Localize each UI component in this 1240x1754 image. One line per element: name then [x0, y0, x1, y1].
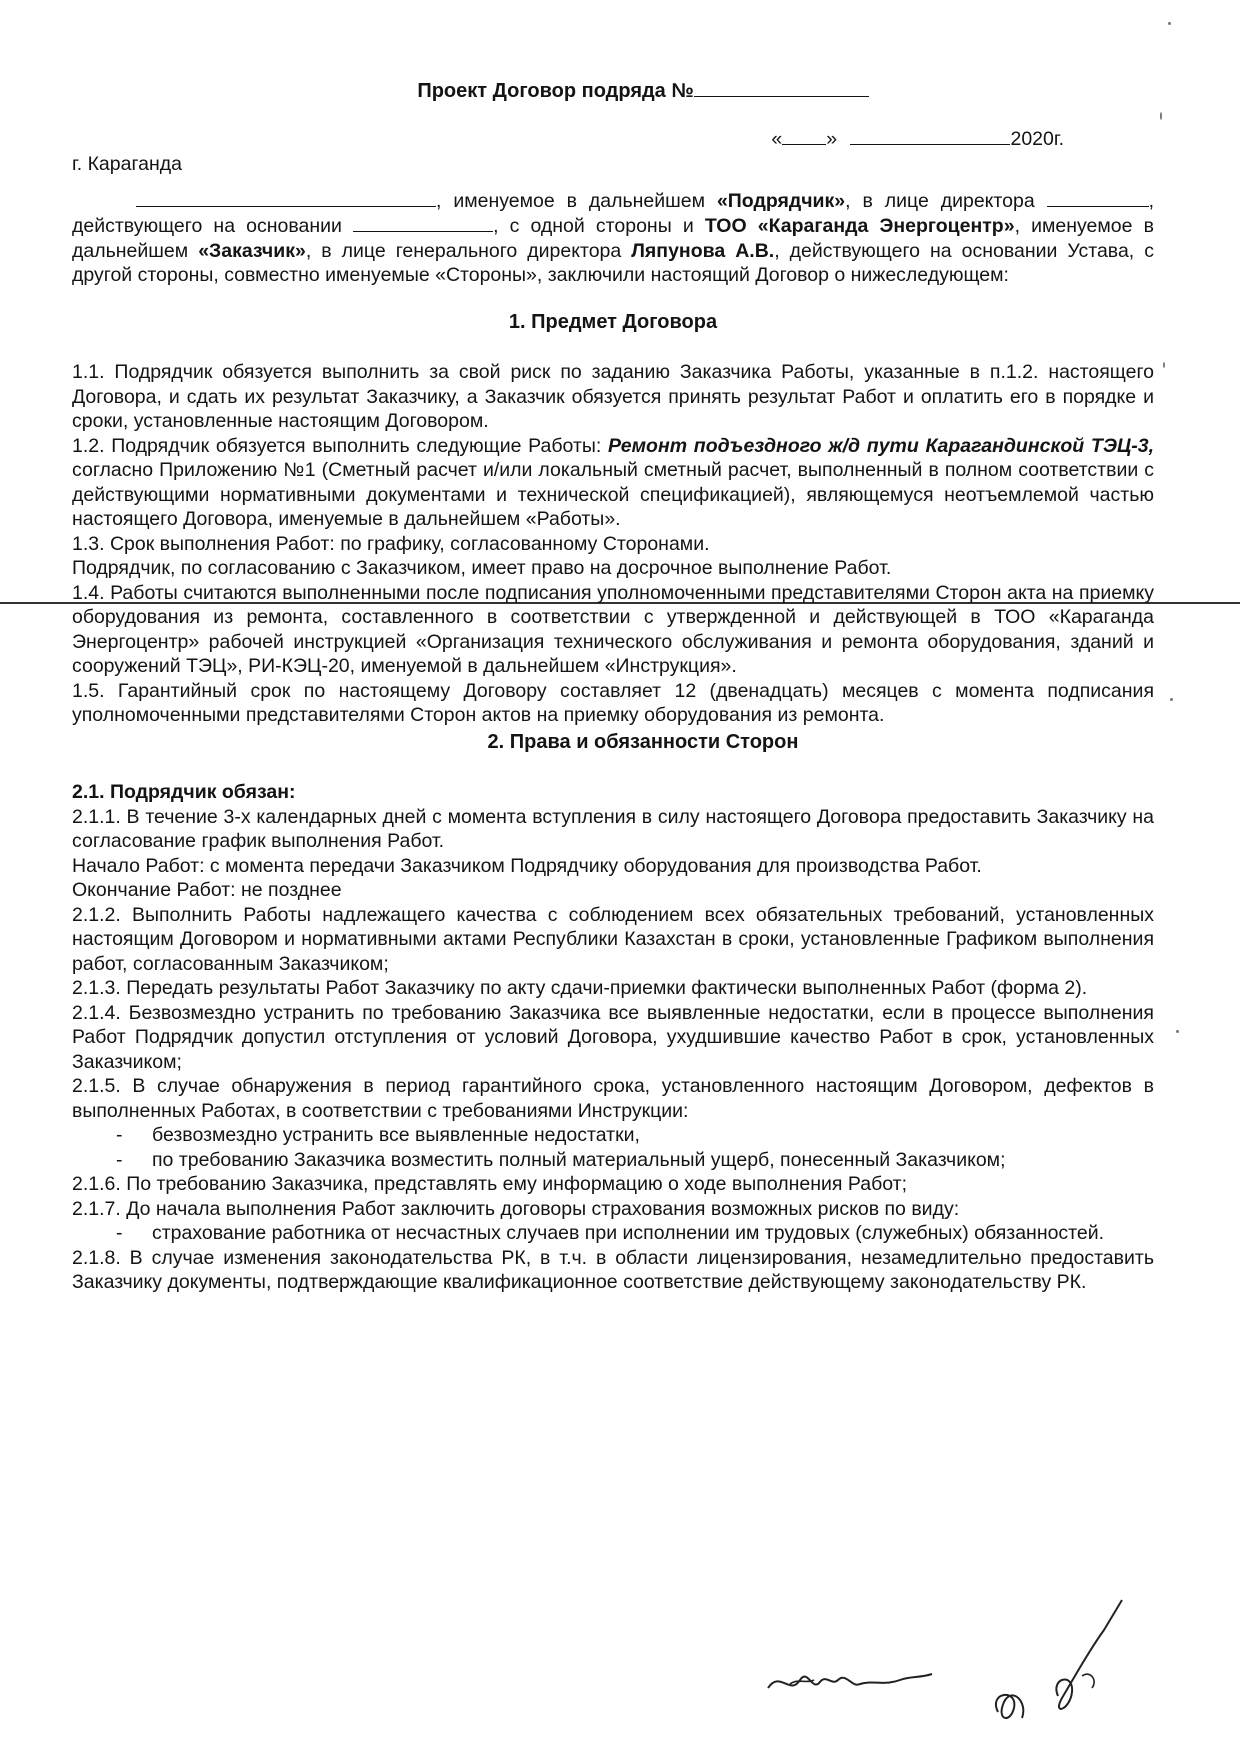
city-label: г. Караганда	[72, 152, 182, 175]
clause-1-3: 1.3. Срок выполнения Работ: по графику, согласованному Сторонами.	[72, 532, 710, 555]
customer-term: «Заказчик»	[198, 239, 306, 262]
bullet-dash: -	[116, 1222, 123, 1244]
clause-2-1-8: 2.1.8. В случае изменения законодательства РК, в т.ч. в области лицензирования, незамедлительно предоставить Заказчику документы, подтверждающие квалификационное соответствие действующему законодательству РК.	[72, 1246, 1154, 1293]
preamble	[72, 188, 1154, 288]
scan-speck	[1170, 698, 1173, 701]
date-year: 2020г.	[1010, 127, 1064, 150]
date-quote-close: »	[826, 127, 838, 150]
clause-2-1-1: 2.1.1. В течение 3-х календарных дней с момента вступления в силу настоящего Договора предоставить Заказчику на согласование график выполнения Работ.	[72, 805, 1154, 852]
date-quote-open: «	[771, 127, 783, 150]
contractor-name-blank	[136, 188, 436, 207]
company-name: ТОО «Караганда Энергоцентр»	[704, 215, 1015, 237]
clause-2-1-1-end: Окончание Работ: не позднее	[72, 879, 342, 901]
clause-2-1-4: 2.1.4. Безвозмездно устранить по требованию Заказчика все выявленные недостатки, если в процессе выполнения Работ Подрядчик допустил отступления от условий Договора, ухудшившие качество Работ в срок, установленных Заказчиком;	[72, 1001, 1154, 1073]
list-item	[72, 1123, 1154, 1148]
section-1-heading: 1. Предмет Договора	[508, 310, 718, 333]
clause-2-1-5: 2.1.5. В случае обнаружения в период гарантийного срока, установленного настоящим Договором, дефектов в выполненных Работах, в соответствии с требованиями Инструкции:	[72, 1075, 1154, 1122]
clause-2-1-7: 2.1.7. До начала выполнения Работ заключить договоры страхования возможных рисков по виду:	[72, 1197, 960, 1220]
scan-speck	[1160, 112, 1162, 120]
date-day-blank	[782, 126, 826, 145]
clause-2-1-heading: 2.1. Подрядчик обязан:	[72, 781, 296, 803]
signature-2	[978, 1592, 1158, 1742]
preamble-text: , с одной стороны и	[493, 215, 705, 237]
list-item	[72, 1221, 1154, 1246]
city-date-row	[72, 126, 1154, 178]
work-description: Ремонт подъездного ж/д пути Карагандинской ТЭЦ-3,	[608, 434, 1154, 457]
scan-speck	[1163, 362, 1165, 368]
date-month-blank	[850, 126, 1010, 145]
preamble-text: , действующего на основании	[72, 189, 1154, 237]
director-name: Ляпунова А.В.	[631, 239, 775, 262]
signature-1	[760, 1640, 940, 1710]
bullet-text: безвозмездно устранить все выявленные недостатки,	[152, 1124, 640, 1146]
date-line	[771, 126, 1064, 152]
clause-2-1-1-start: Начало Работ: с момента передачи Заказчиком Подрядчику оборудования для производства Работ.	[72, 854, 982, 877]
clause-1-1: 1.1. Подрядчик обязуется выполнить за свой риск по заданию Заказчика Работы, указанные в п.1.2. настоящего Договора, и сдать их результат Заказчику, а Заказчик обязуется принять результат Работ и оплатить его в порядке и сроки, установленные настоящим Договором.	[72, 361, 1154, 432]
title-text: Проект Договор подряда №	[417, 80, 694, 102]
clause-text: согласно Приложению №1 (Сметный расчет и/или локальный сметный расчет, выполненный в полном соответствии с действующими нормативными документами и технической спецификацией), являющемуся неотъемлемой частью настоящего Договора, именуемые в дальнейшем «Работы».	[72, 459, 1154, 530]
clause-1-2	[72, 434, 1154, 532]
clause-2-1-6: 2.1.6. По требованию Заказчика, представлять ему информацию о ходе выполнения Работ;	[72, 1173, 908, 1195]
preamble-text: , именуемое в дальнейшем	[436, 189, 717, 212]
bullet-dash: -	[116, 1148, 123, 1171]
clause-2-1-2: 2.1.2. Выполнить Работы надлежащего качества с соблюдением всех обязательных требований, установленных настоящим Договором и нормативными актами Республики Казахстан в сроки, установленные Графиком выполнения работ, согласованным Заказчиком;	[72, 903, 1154, 975]
clause-1-5: 1.5. Гарантийный срок по настоящему Договору составляет 12 (двенадцать) месяцев с момента подписания уполномоченными представителями Сторон актов на приемку оборудования из ремонта.	[72, 679, 1154, 726]
document-title	[72, 78, 1154, 104]
scan-speck	[1176, 1030, 1179, 1033]
section-2-heading: 2. Права и обязанности Сторон	[487, 730, 799, 753]
director-name-blank	[1047, 188, 1149, 207]
contract-body	[72, 78, 1154, 1295]
list-item	[72, 1148, 1154, 1173]
preamble-text: , действующего на основании Устава, с другой стороны, совместно именуемые «Стороны», заключили настоящий Договор о нижеследующем:	[72, 239, 1154, 286]
preamble-text: , в лице директора	[845, 189, 1047, 212]
clause-1-4: 1.4. Работы считаются выполненными после подписания уполномоченными представителями Сторон акта на приемку оборудования из ремонта, составленного в соответствии с утвержденной и действующей в ТОО «Караганда Энергоцентр» рабочей инструкцией «Организация технического обслуживания и ремонта оборудования, зданий и сооружений ТЭЦ», РИ-КЭЦ-20, именуемой в дальнейшем «Инструкция».	[72, 581, 1154, 677]
contract-number-blank	[694, 78, 869, 97]
basis-blank	[353, 213, 493, 232]
bullet-dash: -	[116, 1124, 123, 1146]
bullet-text: страхование работника от несчастных случаев при исполнении им трудовых (служебных) обязанностей.	[152, 1222, 1105, 1244]
clause-1-3-note: Подрядчик, по согласованию с Заказчиком, имеет право на досрочное выполнение Работ.	[72, 557, 892, 579]
preamble-text: , именуемое в дальнейшем	[72, 215, 1154, 262]
preamble-text: , в лице генерального директора	[305, 239, 632, 262]
bullet-text: по требованию Заказчика возместить полный материальный ущерб, понесенный Заказчиком;	[152, 1148, 1006, 1171]
contractor-term: «Подрядчик»	[716, 189, 846, 212]
clause-2-1-3: 2.1.3. Передать результаты Работ Заказчику по акту сдачи-приемки фактически выполненных Работ (форма 2).	[72, 977, 1088, 999]
scan-speck	[1168, 22, 1171, 25]
clause-text: 1.2. Подрядчик обязуется выполнить следующие Работы:	[72, 434, 609, 457]
